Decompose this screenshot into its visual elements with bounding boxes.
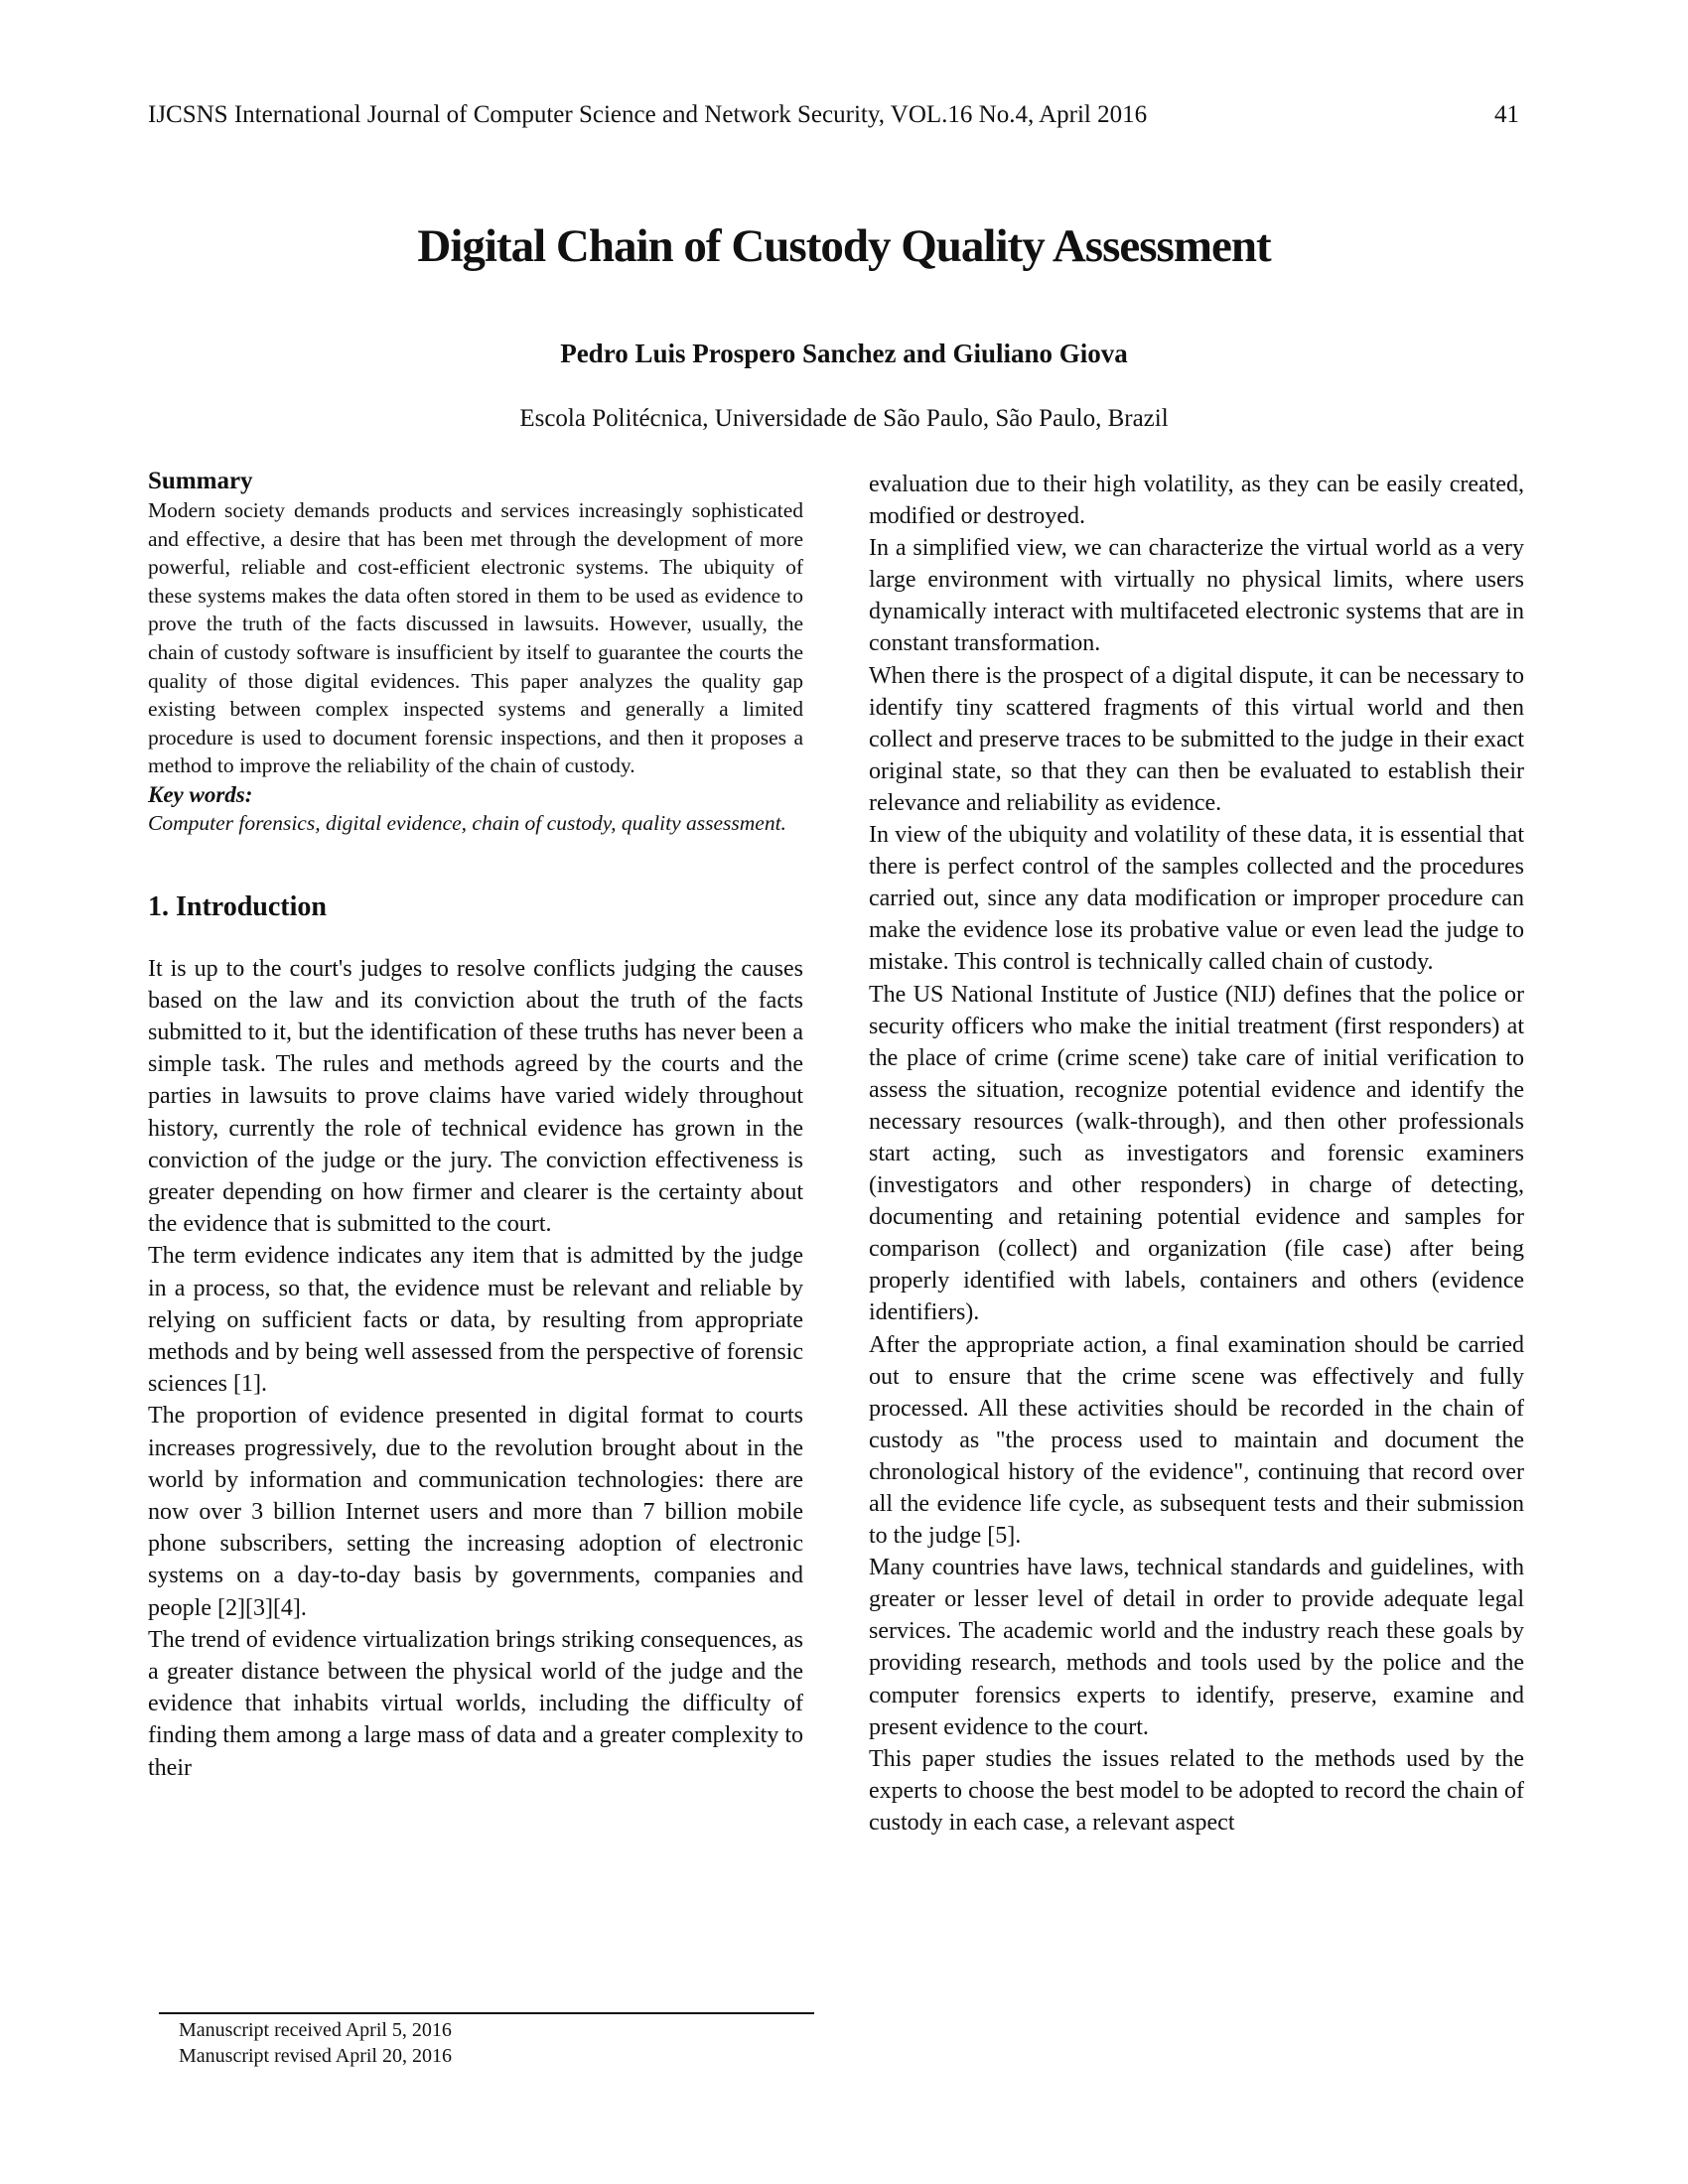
footnote-received: Manuscript received April 5, 2016 <box>179 2019 452 2041</box>
paper-authors: Pedro Luis Prospero Sanchez and Giuliano Giova <box>560 339 1128 368</box>
section-heading-introduction: 1. Introduction <box>148 890 327 922</box>
paragraph: The US National Institute of Justice (NIJ) defines that the police or security officers who make the initial treatment (first responders) at the place of crime (crime scene) take care of initial verification to assess the situation, recognize potential evidence and identify the necessary resources (walk-through), and then other professionals start acting, such as investigators and forensic examiners (investigators and other responders) in charge of detecting, documenting and retaining potential evidence and samples for comparison (collect) and organization (file case) after being properly identified with labels, containers and others (evidence identifiers). <box>869 981 1524 1326</box>
paragraph: The proportion of evidence presented in digital format to courts increases progressively, due to the revolution brought about in the world by information and communication technologies: there are now over 3 billion Internet users and more than 7 billion mobile phone subscribers, setting the increasing adoption of electronic systems on a day-to-day basis by governments, companies and people [2][3][4]. <box>148 1403 803 1621</box>
paragraph: In a simplified view, we can characterize the virtual world as a very large environment with virtually no physical limits, where users dynamically interact with multifaceted electronic systems that are in constant transformation. <box>869 535 1524 657</box>
paragraph: This paper studies the issues related to the methods used by the experts to choose the best model to be adopted to record the chain of custody in each case, a relevant aspect <box>869 1745 1524 1836</box>
keywords-heading: Key words: <box>148 781 253 807</box>
abstract-text: Modern society demands products and services increasingly sophisticated and effective, a desire that has been met through the development of more powerful, reliable and cost-efficient electronic systems. The ubiquity of these systems makes the data often stored in them to be used as evidence to prove the truth of the facts discussed in lawsuits. However, usually, the chain of custody software is insufficient by itself to guarantee the courts the quality of those digital evidences. This paper analyzes the quality gap existing between complex inspected systems and generally a limited procedure is used to document forensic inspections, and then it proposes a method to improve the reliability of the chain of custody. <box>148 498 803 778</box>
keywords-text: Computer forensics, digital evidence, chain of custody, quality assessment. <box>148 810 786 835</box>
footnote-divider <box>159 2012 814 2014</box>
running-header <box>148 99 1519 139</box>
paper-affiliation: Escola Politécnica, Universidade de São Paulo, São Paulo, Brazil <box>519 405 1169 432</box>
paragraph: The term evidence indicates any item that is admitted by the judge in a process, so that, the evidence must be relevant and reliable by relying on sufficient facts or data, by resulting from appropriate methods and by being well assessed from the perspective of forensic sciences [1]. <box>148 1243 803 1398</box>
left-column <box>148 467 803 1784</box>
paragraph: It is up to the court's judges to resolve conflicts judging the causes based on the law and its conviction about the truth of the facts submitted to it, but the identification of these truths has never been a simple task. The rules and methods agreed by the courts and the parties in lawsuits to prove claims have varied widely throughout history, currently the role of technical evidence has grown in the conviction of the judge or the jury. The conviction effectiveness is greater depending on how firmer and clearer is the certainty about the evidence that is submitted to the court. <box>148 955 803 1238</box>
paragraph: Many countries have laws, technical standards and guidelines, with greater or lesser level of detail in order to provide adequate legal services. The academic world and the industry reach these goals by providing research, methods and tools used by the police and the computer forensics experts to identify, preserve, examine and present evidence to the court. <box>869 1555 1524 1740</box>
paragraph: evaluation due to their high volatility, as they can be easily created, modified or destroyed. <box>869 472 1524 530</box>
paper-title: Digital Chain of Custody Quality Assessment <box>417 220 1271 272</box>
abstract-heading: Summary <box>148 468 253 494</box>
footnotes <box>179 2017 452 2069</box>
journal-citation: IJCSNS International Journal of Computer Science and Network Security, VOL.16 No.4, April 2016 <box>148 101 1148 128</box>
page-number: 41 <box>1494 101 1519 128</box>
footnote-revised: Manuscript revised April 20, 2016 <box>179 2045 452 2067</box>
right-column <box>869 469 1524 1839</box>
paragraph: The trend of evidence virtualization brings striking consequences, as a greater distance between the physical world of the judge and the evidence that inhabits virtual worlds, including the difficulty of finding them among a large mass of data and a greater complexity to their <box>148 1626 803 1781</box>
paragraph: In view of the ubiquity and volatility of these data, it is essential that there is perfect control of the samples collected and the procedures carried out, since any data modification or improper procedure can make the evidence lose its probative value or even lead the judge to mistake. This control is technically called chain of custody. <box>869 822 1524 976</box>
paragraph: When there is the prospect of a digital dispute, it can be necessary to identify tiny scattered fragments of this virtual world and then collect and preserve traces to be submitted to the judge in their exact original state, so that they can then be evaluated to establish their relevance and reliability as evidence. <box>869 662 1524 816</box>
paragraph: After the appropriate action, a final examination should be carried out to ensure that the crime scene was effectively and fully processed. All these activities should be recorded in the chain of custody as "the process used to maintain and document the chronological history of the evidence", continuing that record over all the evidence life cycle, as subsequent tests and their submission to the judge [5]. <box>869 1331 1524 1550</box>
